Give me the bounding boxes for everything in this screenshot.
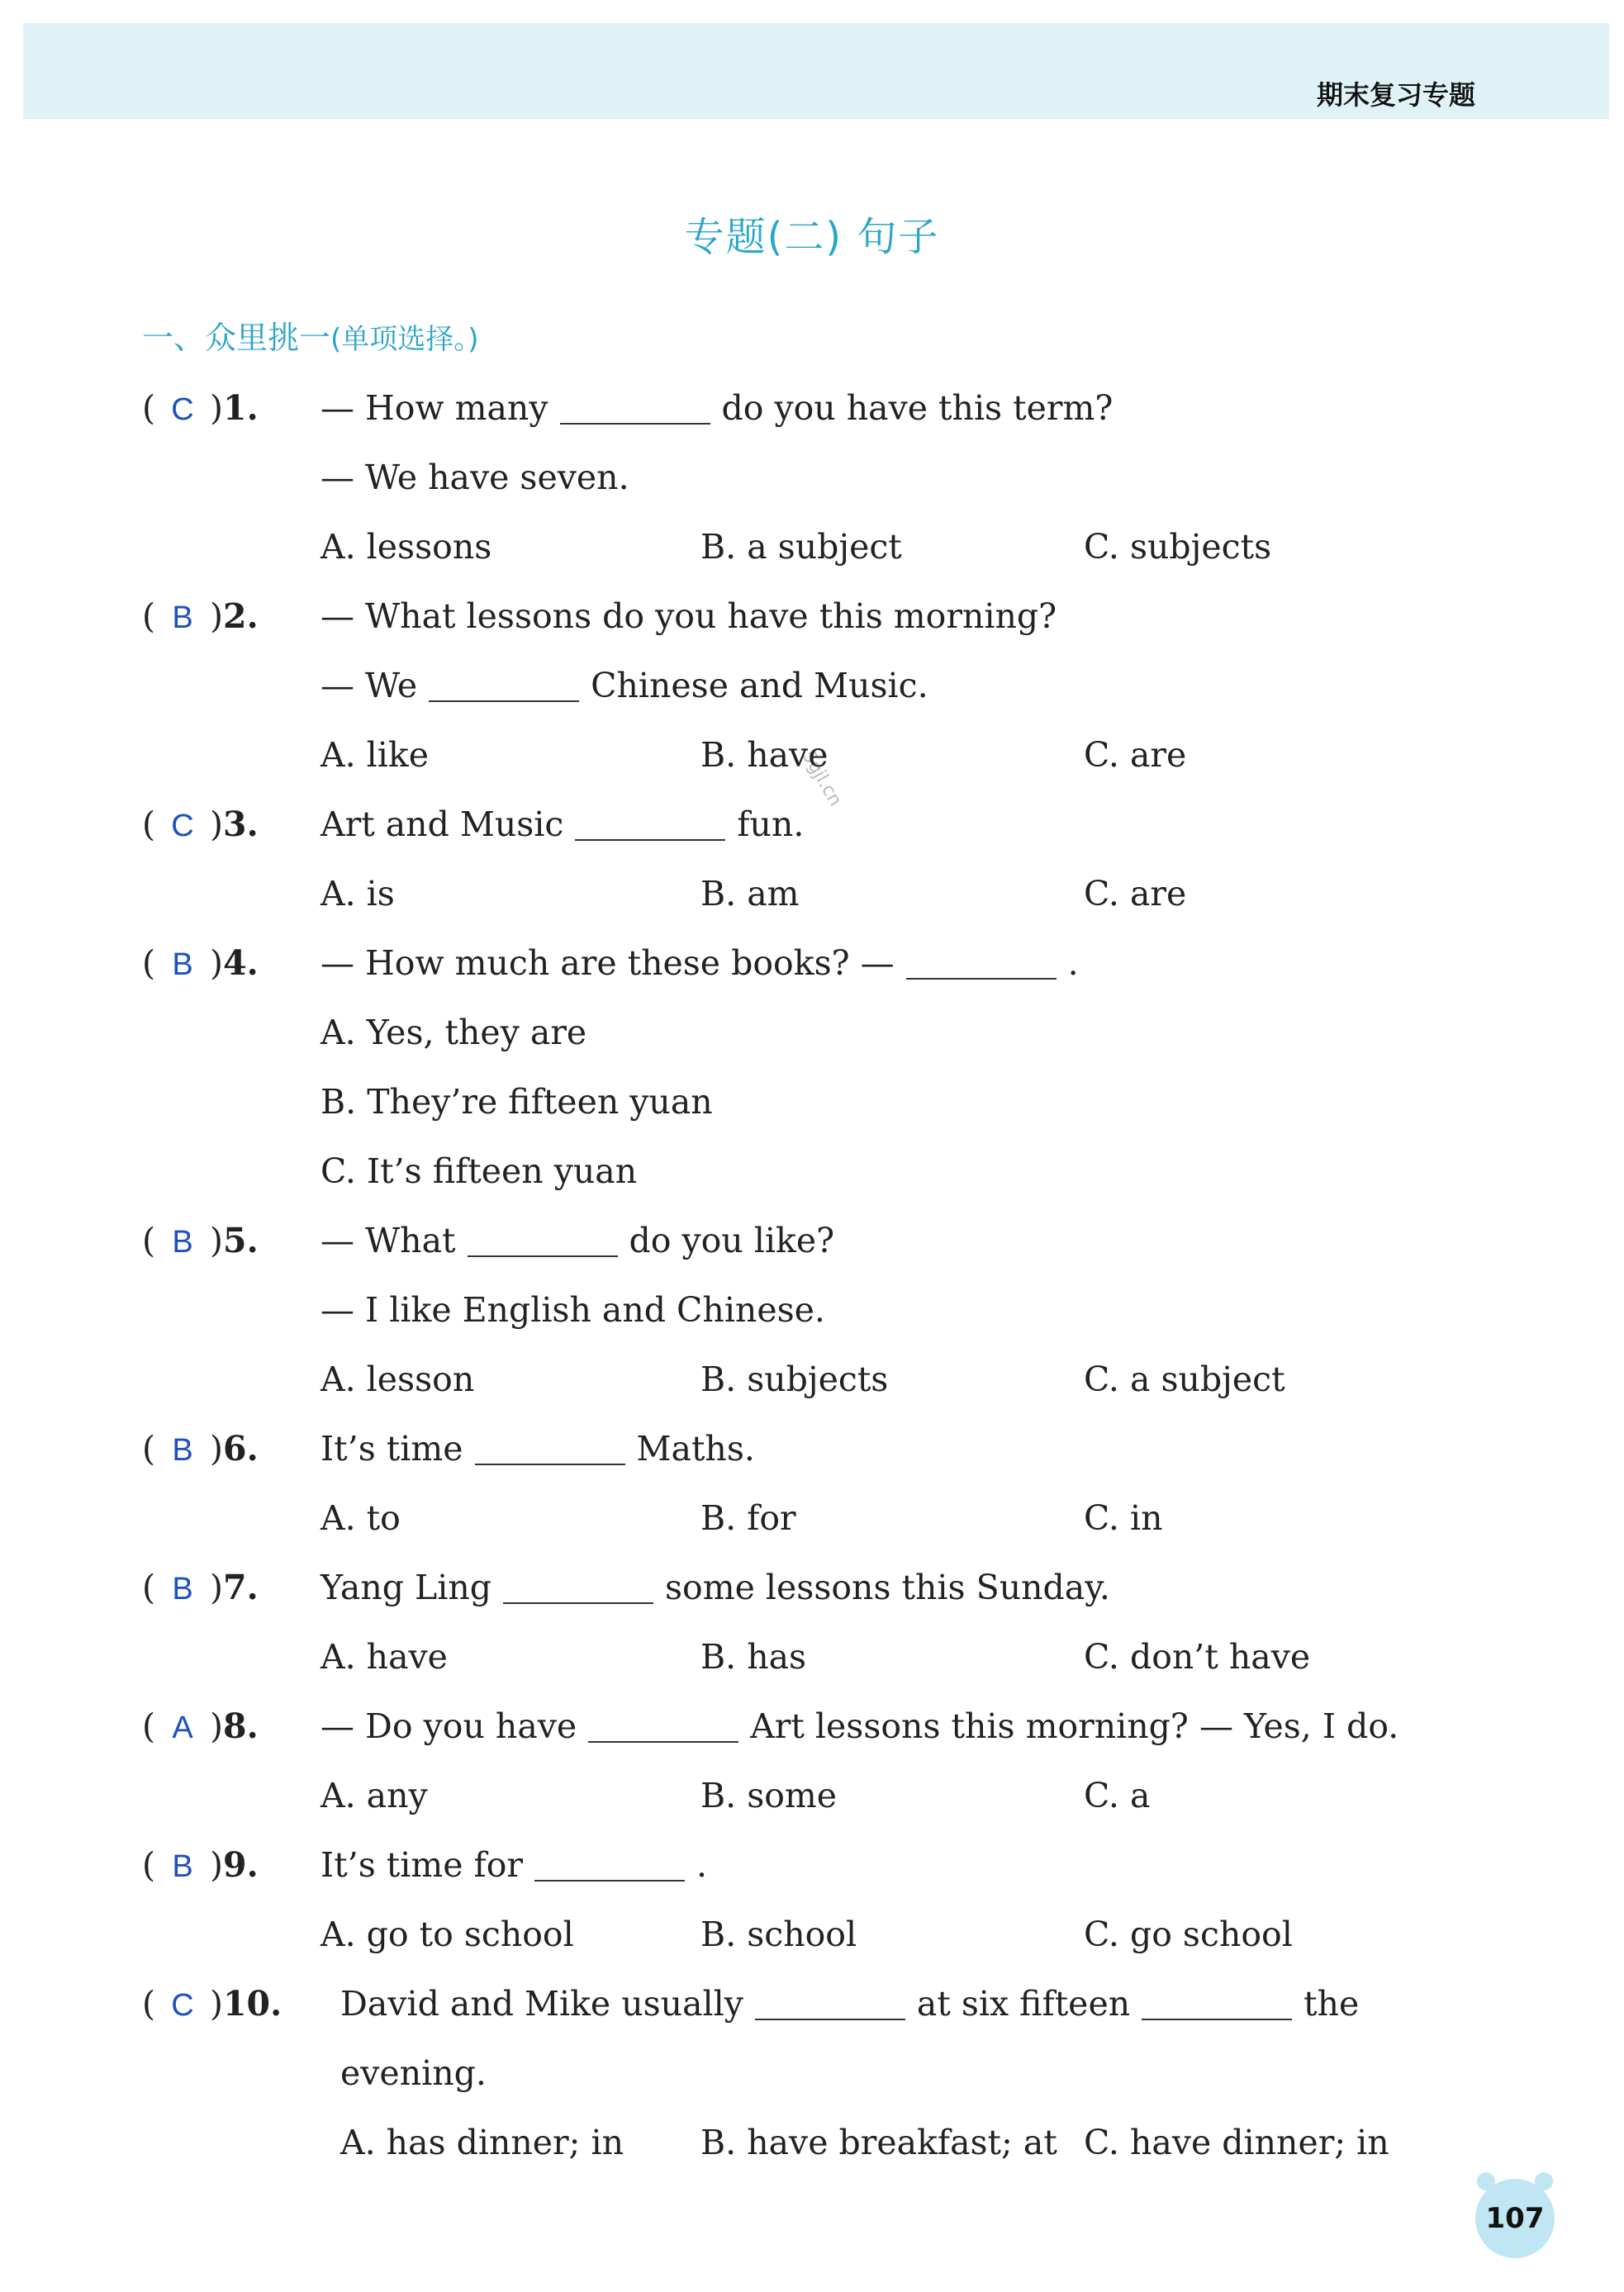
option-b: B. some: [700, 1776, 838, 1815]
question-text: [321, 928, 1079, 998]
option-a: A. has dinner; in: [340, 2123, 624, 2162]
option-b: B. have: [700, 735, 829, 775]
answer-letter: C: [171, 1988, 194, 2023]
answer-bracket: ( C )1.: [142, 373, 259, 444]
option-c: C. are: [1084, 735, 1187, 775]
answer-letter: C: [171, 392, 194, 427]
page-number: 107: [1475, 2179, 1555, 2258]
question-text: [321, 651, 928, 720]
option-a: A. lessons: [321, 527, 492, 567]
text-segment: Maths.: [636, 1429, 755, 1469]
text-segment: .: [1067, 943, 1079, 983]
answer-bracket: ( B )4.: [142, 928, 259, 999]
option-a: A. go to school: [321, 1915, 574, 1954]
option-c: C. have dinner; in: [1084, 2123, 1389, 2162]
answer-blank: [503, 1578, 653, 1604]
option-b: B. They’re fifteen yuan: [321, 1082, 713, 1122]
question-text: [340, 2038, 487, 2108]
text-segment: do you have this term?: [721, 388, 1114, 428]
question-text: [321, 443, 629, 512]
section-heading-note: (单项选择。): [330, 323, 479, 356]
question-number: 1.: [223, 388, 259, 428]
answer-blank: [560, 398, 710, 425]
text-segment: fun.: [737, 804, 805, 844]
watermark: 5gjl.cn: [797, 747, 846, 810]
text-segment: — What lessons do you have this morning?: [321, 596, 1057, 636]
text-segment: — How much are these books? —: [321, 943, 895, 983]
text-segment: Art lessons this morning? — Yes, I do.: [750, 1706, 1399, 1746]
text-segment: evening.: [340, 2053, 487, 2093]
answer-bracket: ( B )7.: [142, 1553, 259, 1624]
answer-letter: B: [172, 600, 193, 635]
answer-blank: [1142, 1994, 1292, 2020]
answer-blank: [468, 1231, 618, 1257]
text-segment: — How many: [321, 388, 548, 428]
answer-letter: B: [172, 1572, 193, 1606]
question-text: [321, 790, 804, 859]
option-c: C. go school: [1084, 1915, 1293, 1954]
page-title: 专题(二) 句子: [684, 214, 940, 260]
text-segment: at six fifteen: [916, 1984, 1131, 2024]
option-a: A. is: [321, 874, 395, 913]
option-a: A. have: [321, 1637, 448, 1677]
text-segment: David and Mike usually: [340, 1984, 743, 2024]
option-c: C. are: [1084, 874, 1187, 913]
text-segment: Art and Music: [321, 804, 564, 844]
option-a: A. like: [321, 735, 430, 775]
text-segment: — We have seven.: [321, 458, 629, 497]
answer-bracket: ( A )8.: [142, 1692, 259, 1763]
section-heading-text: 一、众里挑一: [142, 320, 331, 356]
question-number: 10.: [223, 1984, 283, 2024]
text-segment: Yang Ling: [321, 1568, 492, 1607]
answer-blank: [429, 676, 579, 702]
answer-letter: B: [172, 1849, 193, 1884]
option-a: A. Yes, they are: [321, 1013, 587, 1052]
question-text: [321, 1414, 755, 1483]
option-c: C. in: [1084, 1498, 1163, 1538]
question-text: [321, 581, 1057, 651]
question-text: [321, 1206, 834, 1275]
question-text: [321, 1830, 707, 1900]
question-number: 3.: [223, 804, 259, 844]
option-b: B. subjects: [700, 1360, 889, 1399]
question-number: 5.: [223, 1221, 259, 1260]
question-text: [321, 1275, 825, 1345]
option-a: A. any: [321, 1776, 428, 1815]
answer-letter: C: [171, 809, 194, 843]
text-segment: .: [696, 1845, 708, 1885]
option-a: A. lesson: [321, 1360, 475, 1399]
option-b: B. have breakfast; at: [700, 2123, 1057, 2162]
answer-bracket: ( B )6.: [142, 1414, 259, 1485]
answer-letter: A: [172, 1711, 193, 1745]
answer-letter: B: [172, 1225, 193, 1260]
answer-blank: [588, 1716, 738, 1743]
answer-bracket: ( B )2.: [142, 581, 259, 652]
question-text: [321, 373, 1113, 443]
question-text: [340, 1969, 1359, 2038]
question-number: 7.: [223, 1568, 259, 1607]
answer-blank: [755, 1994, 905, 2020]
text-segment: — We: [321, 666, 418, 705]
text-segment: — What: [321, 1221, 456, 1260]
header-label: 期末复习专题: [1316, 79, 1475, 111]
section-heading: [142, 312, 479, 358]
answer-blank: [906, 953, 1057, 980]
option-c: C. a subject: [1084, 1360, 1285, 1399]
text-segment: It’s time for: [321, 1845, 523, 1885]
answer-bracket: ( B )9.: [142, 1830, 259, 1901]
option-b: B. a subject: [700, 527, 902, 567]
option-a: A. to: [321, 1498, 401, 1538]
text-segment: — I like English and Chinese.: [321, 1290, 825, 1330]
answer-blank: [475, 1439, 625, 1465]
answer-blank: [534, 1855, 685, 1882]
answer-bracket: ( C )3.: [142, 790, 259, 861]
option-b: B. has: [700, 1637, 807, 1677]
question-text: [321, 1692, 1398, 1761]
text-segment: Chinese and Music.: [591, 666, 928, 705]
question-number: 9.: [223, 1845, 259, 1885]
text-segment: do you like?: [629, 1221, 835, 1260]
text-segment: — Do you have: [321, 1706, 577, 1746]
question-number: 4.: [223, 943, 259, 983]
answer-blank: [575, 814, 725, 841]
question-number: 6.: [223, 1429, 259, 1469]
option-b: B. for: [700, 1498, 796, 1538]
answer-letter: B: [172, 1433, 193, 1468]
question-number: 2.: [223, 596, 259, 636]
text-segment: It’s time: [321, 1429, 463, 1469]
text-segment: some lessons this Sunday.: [665, 1568, 1110, 1607]
option-b: B. am: [700, 874, 800, 913]
option-c: C. a: [1084, 1776, 1151, 1815]
option-c: C. subjects: [1084, 527, 1272, 567]
answer-letter: B: [172, 947, 193, 982]
option-b: B. school: [700, 1915, 857, 1954]
option-c: C. don’t have: [1084, 1637, 1311, 1677]
question-text: [321, 1553, 1110, 1622]
answer-bracket: ( C )10.: [142, 1969, 282, 2040]
question-number: 8.: [223, 1706, 259, 1746]
answer-bracket: ( B )5.: [142, 1206, 259, 1277]
option-c: C. It’s fifteen yuan: [321, 1151, 638, 1191]
text-segment: the: [1303, 1984, 1360, 2024]
